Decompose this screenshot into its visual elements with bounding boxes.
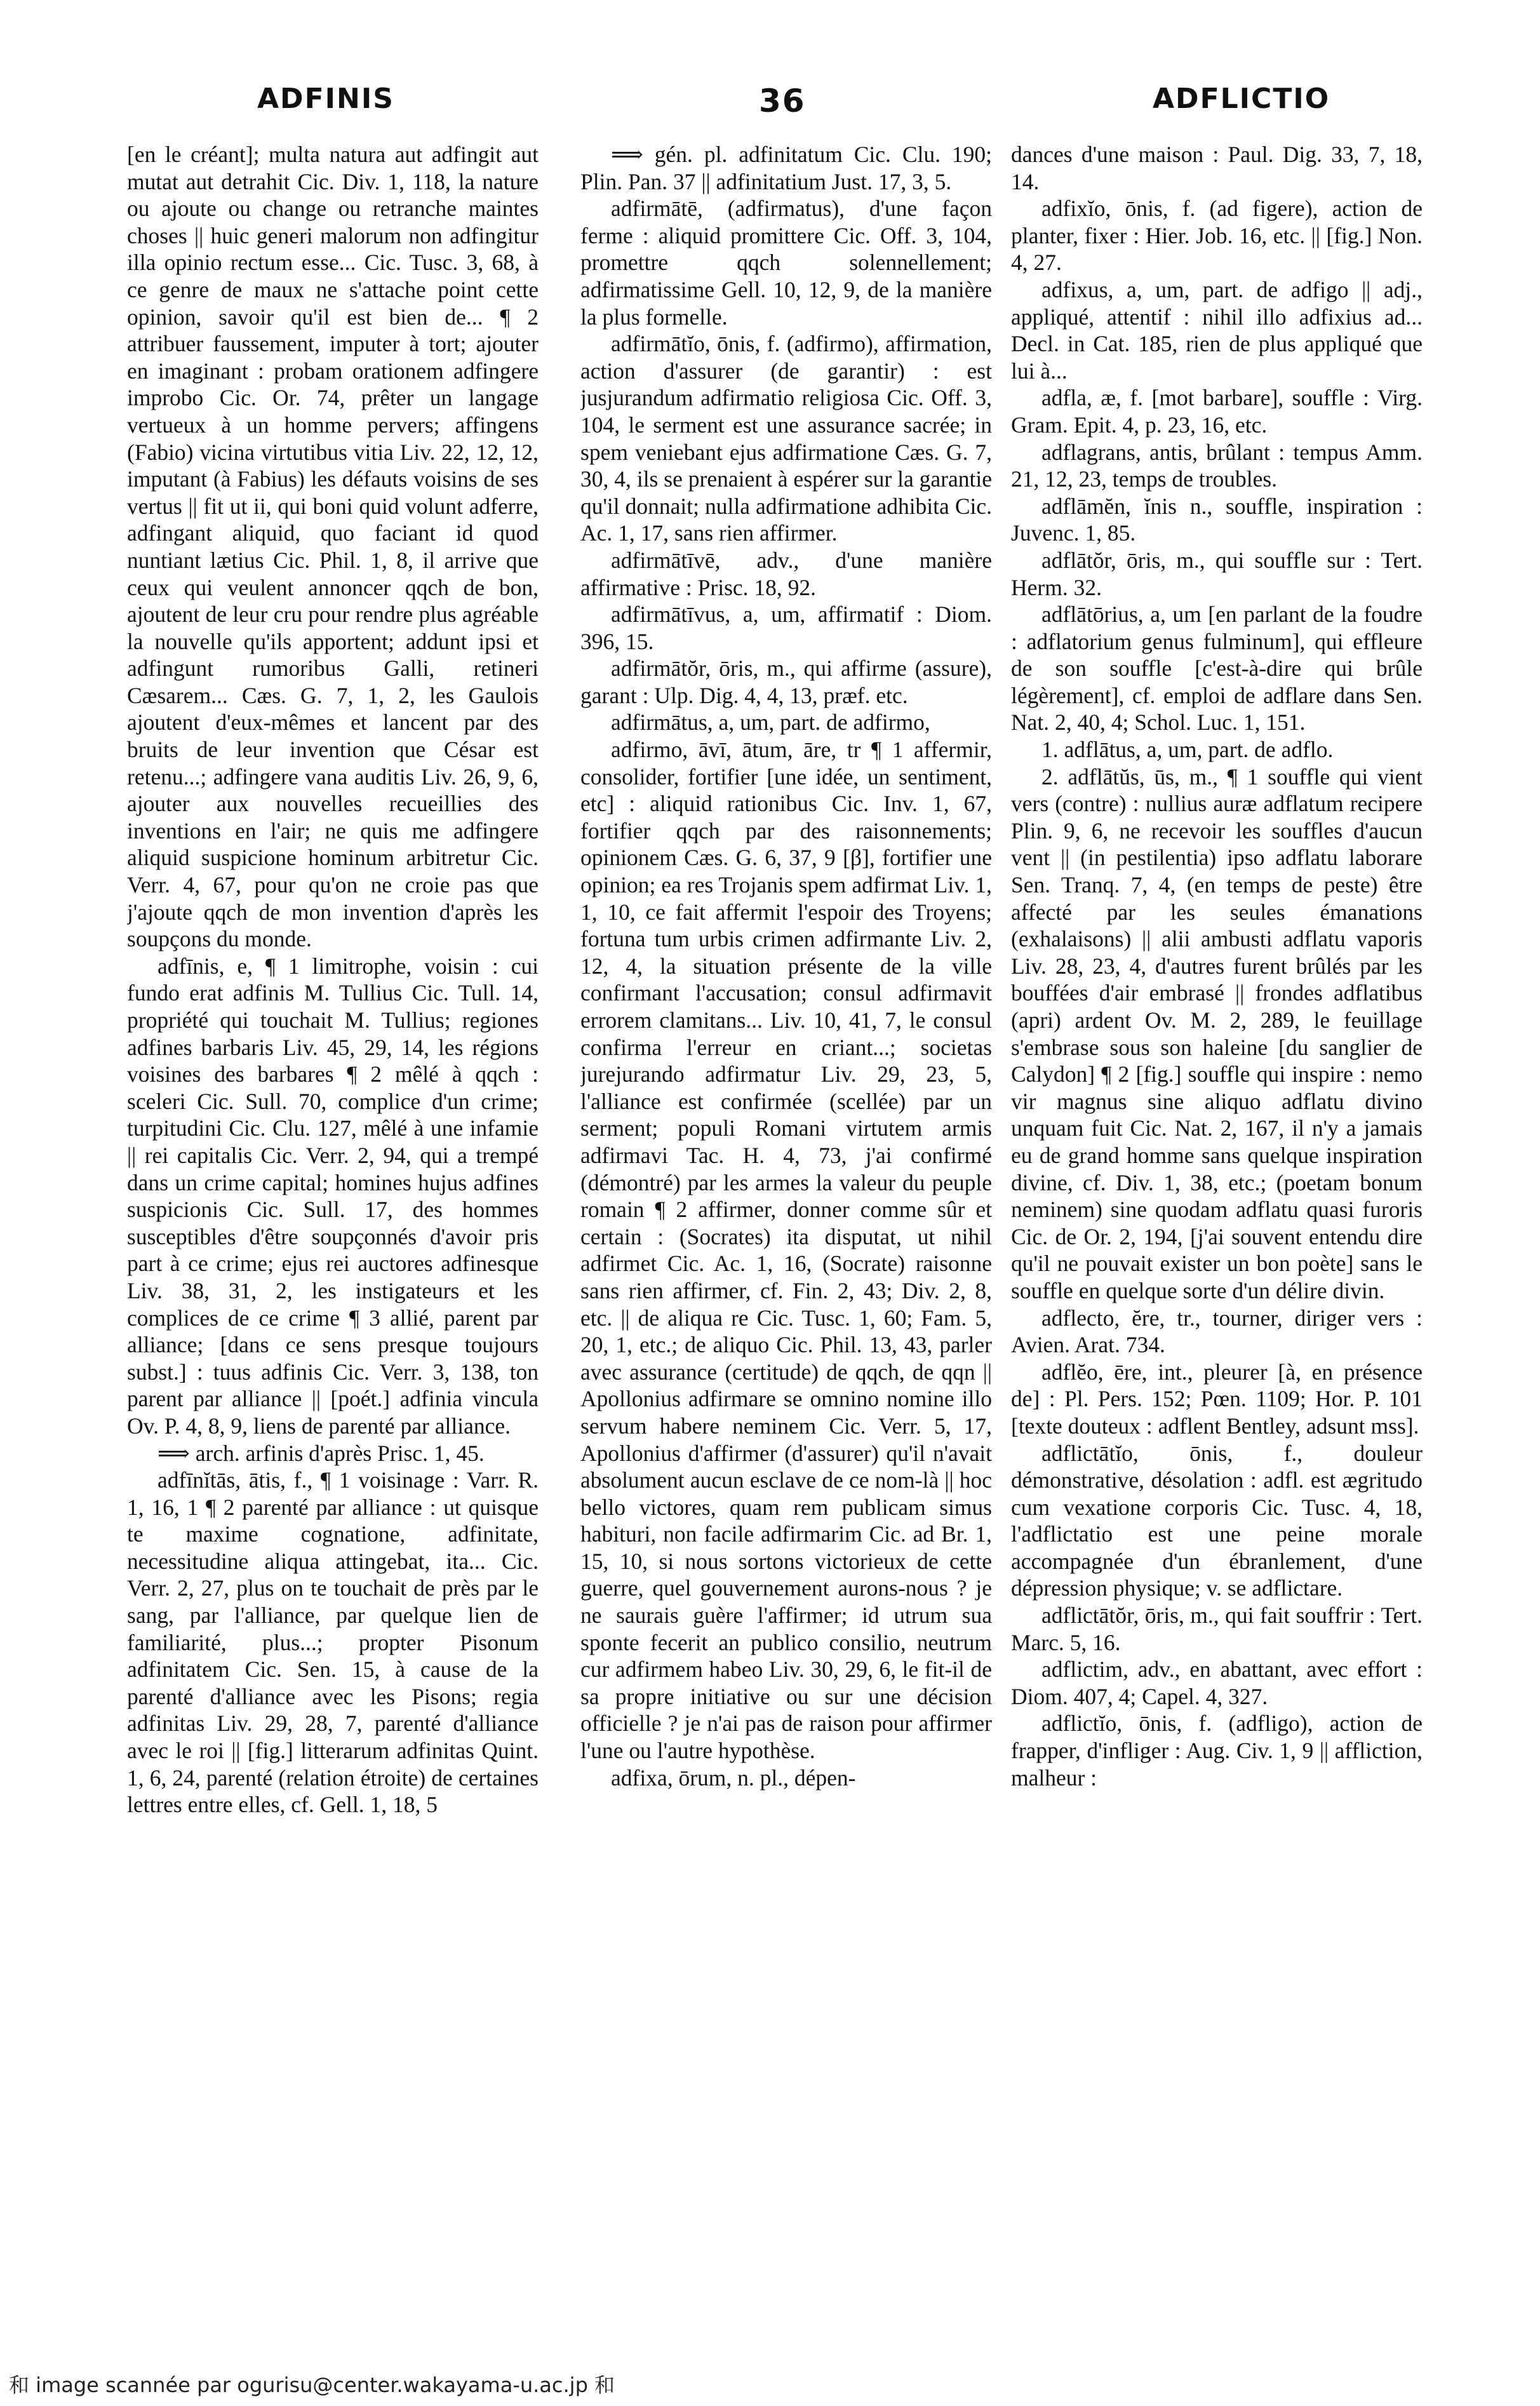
column-left xyxy=(127,141,539,2301)
dictionary-entry: adflictĭo, ōnis, f. (adfligo), action de frapper, d'infliger : Aug. Civ. 1, 9 || affliction, malheur : xyxy=(1011,1710,1423,1791)
dictionary-entry: adflictim, adv., en abattant, avec effort : Diom. 407, 4; Capel. 4, 327. xyxy=(1011,1657,1423,1709)
dictionary-entry: adflātōrius, a, um [en parlant de la foudre : adflatorium genus fulminum], qui effleure de son souffle [c'est-à-dire qui brûle légèrement], cf. emploi de adflare dans Sen. Nat. 2, 40, 4; Schol. Luc. 1, 151. xyxy=(1011,602,1423,736)
dictionary-entry: adfirmātē, (adfirmatus), d'une façon ferme : aliquid promittere Cic. Off. 3, 104, promettre qqch solennellement; adfirmatissime Gell. 10, 12, 9, de la manière la plus formelle. xyxy=(580,196,992,330)
dictionary-entry: ⟹ gén. pl. adfinitatum Cic. Clu. 190; Plin. Pan. 37 || adfinitatium Just. 17, 3, 5. xyxy=(580,142,992,194)
running-head-left: ADFINIS xyxy=(257,83,394,115)
column-middle xyxy=(580,141,992,2301)
dictionary-entry: adflictātĭo, ōnis, f., douleur démonstrative, désolation : adfl. est ægritudo cum vexatione corporis Cic. Tusc. 4, 18, l'adflictatio est une peine morale accompagnée d'un ébranlement, d'une dépression physique; v. se adflictare. xyxy=(1011,1440,1423,1601)
entry-continuation: [en le créant]; multa natura aut adfingit aut mutat aut detrahit Cic. Div. 1, 118, la nature ou ajoute ou change ou retranche maintes choses || huic generi malorum non adfingitur illa opinio rectum esse... Cic. Tusc. 3, 68, à ce genre de maux ne s'attache point cette opinion, savoir qu'il est bien de... ¶ 2 attribuer faussement, imputer à tort; ajouter en imaginant : probam orationem adfingere improbo Cic. Or. 74, prêter un langage vertueux à un homme pervers; affingens (Fabio) vicina virtutibus vitia Liv. 22, 12, 12, imputant (à Fabius) les défauts voisins de ses vertus || fit ut ii, qui boni quid volunt adferre, adfingant aliquid, quo faciant id quod nuntiant lætius Cic. Phil. 1, 8, il arrive que ceux qui veulent annoncer qqch de bon, ajoutent de leur cru pour rendre plus agréable la nouvelle qu'ils apportent; addunt ipsi et adfingunt rumoribus Galli, retineri Cæsarem... Cæs. G. 7, 1, 2, les Gaulois ajoutent d'eux-mêmes et lancent par des bruits de leur invention que César est retenu...; adfingere vana auditis Liv. 26, 9, 6, ajouter aux nouvelles recueillies des inventions en l'air; ne quis me adfingere aliquid suspicione hominum arbitretur Cic. Verr. 4, 67, pour qu'on ne croie pas que j'ajoute qqch de mon invention d'après les soupçons du monde. xyxy=(127,142,539,952)
dictionary-entry: adfirmātīvē, adv., d'une manière affirmative : Prisc. 18, 92. xyxy=(580,547,992,600)
dictionary-entry: adflāmĕn, ĭnis n., souffle, inspiration : Juvenc. 1, 85. xyxy=(1011,493,1423,546)
dictionary-entry: adfirmo, āvī, ātum, āre, tr ¶ 1 affermir, consolider, fortifier [une idée, un sentiment, etc] : aliquid rationibus Cic. Inv. 1, 67, fortifier qqch par des raisonnements; opinionem Cæs. G. 6, 37, 9 [β], fortifier une opinion; ea res Trojanis spem adfirmat Liv. 1, 1, 10, ce fait affermit l'espoir des Troyens; fortuna tum urbis crimen adfirmante Liv. 2, 12, 4, la situation présente de la ville confirmant l'accusation; consul adfirmavit errorem clamitans... Liv. 10, 41, 7, le consul confirma l'erreur en criant...; societas jurejurando adfirmatur Liv. 29, 23, 5, l'alliance est confirmée (scellée) par un serment; populi Romani virtutem armis adfirmavi Tac. H. 4, 73, j'ai confirmé (démontré) par les armes la valeur du peuple romain ¶ 2 affirmer, donner comme sûr et certain : (Socrates) ita disputat, ut nihil adfirmet Cic. Ac. 1, 16, (Socrate) raisonne sans rien affirmer, cf. Fin. 2, 43; Div. 2, 8, etc. || de aliqua re Cic. Tusc. 1, 60; Fam. 5, 20, 1, etc.; de aliquo Cic. Phil. 13, 43, parler avec assurance (certitude) de qqch, de qqn || Apollonius adfirmare se omnino nomine illo servum habere neminem Cic. Verr. 5, 17, Apollonius d'affirmer (d'assurer) qu'il n'avait absolument aucun esclave de ce nom-là || hoc bello victores, quam rem publicam simus habituri, non facile adfirmarim Cic. ad Br. 1, 15, 10, si nous sortons victorieux de cette guerre, quel gouvernement aurons-nous ? je ne saurais guère l'affirmer; id utrum sua sponte fecerit an publico consilio, neutrum cur adfirmem habeo Liv. 30, 29, 6, le fit-il de sa propre initiative ou sur une décision officielle ? je n'ai pas de raison pour affirmer l'une ou l'autre hypothèse. xyxy=(580,737,992,1764)
dictionary-entry: 2. adflātŭs, ūs, m., ¶ 1 souffle qui vient vers (contre) : nullius auræ adflatum recipere Plin. 9, 6, ne recevoir les souffles d'aucun vent || (in pestilentia) ipso adflatu laborare Sen. Tranq. 7, 4, (en temps de peste) être affecté par les seules émanations (exhalaisons) || alii ambusti adflatu vaporis Liv. 28, 23, 4, d'autres furent brûlés par les bouffées d'air embrasé || frondes adflatibus (apri) ardent Ov. M. 2, 289, le feuillage s'embrase sous son haleine [du sanglier de Calydon] ¶ 2 [fig.] souffle qui inspire : nemo vir magnus sine aliquo adflatu divino unquam fuit Cic. Nat. 2, 167, il n'y a jamais eu de grand homme sans quelque inspiration divine, cf. Div. 1, 38, etc.; (poetam bonum neminem) sine quodam adflatu quasi furoris Cic. de Or. 2, 194, [j'ai souvent entendu dire qu'il ne pouvait exister un bon poète] sans le souffle en quelque sorte d'un délire divin. xyxy=(1011,763,1423,1303)
dictionary-entry: adfixa, ōrum, n. pl., dépen- xyxy=(611,1764,856,1791)
dictionary-entry: adfirmātĭo, ōnis, f. (adfirmo), affirmation, action d'assurer (de garantir) : est jusjurandum adfirmatio religiosa Cic. Off. 3, 104, le serment est une assurance sacrée; in spem veniebant ejus adfirmatione Cæs. G. 7, 30, 4, ils se prenaient à espérer sur la garantie qu'il donnait; nulla adfirmatione adhibita Cic. Ac. 1, 17, sans rien affirmer. xyxy=(580,331,992,546)
dictionary-entry: adfixus, a, um, part. de adfigo || adj., appliqué, attentif : nihil illo adfixius ad... Decl. in Cat. 185, rien de plus appliqué que lui à... xyxy=(1011,276,1423,384)
dictionary-entry: adfirmātīvus, a, um, affirmatif : Diom. 396, 15. xyxy=(580,602,992,654)
running-head-right: ADFLICTIO xyxy=(1153,83,1330,115)
dictionary-entry: adflecto, ĕre, tr., tourner, diriger vers : Avien. Arat. 734. xyxy=(1011,1305,1423,1358)
column-right xyxy=(1011,141,1423,2301)
entry-continuation: dances d'une maison : Paul. Dig. 33, 7, 18, 14. xyxy=(1011,142,1423,194)
page-number: 36 xyxy=(759,83,806,119)
dictionary-entry: adflĕo, ēre, int., pleurer [à, en présence de] : Pl. Pers. 152; Pœn. 1109; Hor. P. 101 [texte douteux : adflent Bentley, adsunt mss]. xyxy=(1011,1359,1423,1439)
dictionary-entry: adfīnis, e, ¶ 1 limitrophe, voisin : cui fundo erat adfinis M. Tullius Cic. Tull. 14, propriété qui touchait M. Tullius; regiones adfines barbaris Liv. 45, 29, 14, les régions voisines des barbares ¶ 2 mêlé à qqch : sceleri Cic. Sull. 70, complice d'un crime; turpitudini Cic. Clu. 127, mêlé à une infamie || rei capitalis Cic. Verr. 2, 94, qui a trempé dans un crime capital; homines hujus adfines suspicionis Cic. Sull. 17, des hommes susceptibles d'être soupçonnés d'avoir pris part à ce crime; ejus rei auctores adfinesque Liv. 38, 31, 2, les instigateurs et les complices de ce crime ¶ 3 allié, parent par alliance; [dans ce sens presque toujours subst.] : tuus adfinis Cic. Verr. 3, 138, ton parent par alliance || [poét.] adfinia vincula Ov. P. 4, 8, 9, liens de parenté par alliance. xyxy=(127,953,539,1439)
dictionary-entry: adfla, æ, f. [mot barbare], souffle : Virg. Gram. Epit. 4, p. 23, 16, etc. xyxy=(1011,385,1423,438)
dictionary-entry: adflātŏr, ōris, m., qui souffle sur : Tert. Herm. 32. xyxy=(1011,547,1423,600)
running-head xyxy=(0,83,1540,140)
dictionary-entry: adfirmātus, a, um, part. de adfirmo, xyxy=(611,709,930,736)
dictionary-entry: adflagrans, antis, brûlant : tempus Amm. 21, 12, 23, temps de troubles. xyxy=(1011,439,1423,492)
dictionary-columns xyxy=(127,141,1423,2301)
dictionary-entry: adfīnĭtās, ātis, f., ¶ 1 voisinage : Varr. R. 1, 16, 1 ¶ 2 parenté par alliance : ut quisque te maxime cognatione, adfinitate, necessitudine aliqua attingebat, ita... Cic. Verr. 2, 27, plus on te touchait de près par le sang, par l'alliance, par quelque lien de familiarité, plus...; propter Pisonum adfinitatem Cic. Sen. 15, à cause de la parenté d'alliance avec les Pisons; regia adfinitas Liv. 29, 28, 7, parenté d'alliance avec le roi || [fig.] litterarum adfinitas Quint. 1, 6, 24, parenté (relation étroite) de certaines lettres entre elles, cf. Gell. 1, 18, 5 xyxy=(127,1467,539,1818)
scan-credit: 和 image scannée par ogurisu@center.wakayama-u.ac.jp 和 xyxy=(9,2373,615,2397)
dictionary-entry: adfixĭo, ōnis, f. (ad figere), action de planter, fixer : Hier. Job. 16, etc. || [fig.] Non. 4, 27. xyxy=(1011,196,1423,276)
dictionary-entry: ⟹ arch. arfinis d'après Prisc. 1, 45. xyxy=(157,1440,485,1466)
dictionary-entry: 1. adflātus, a, um, part. de adflo. xyxy=(1041,737,1334,763)
dictionary-entry: adflictātŏr, ōris, m., qui fait souffrir : Tert. Marc. 5, 16. xyxy=(1011,1603,1423,1655)
dictionary-entry: adfirmātŏr, ōris, m., qui affirme (assure), garant : Ulp. Dig. 4, 4, 13, præf. etc. xyxy=(580,655,992,708)
